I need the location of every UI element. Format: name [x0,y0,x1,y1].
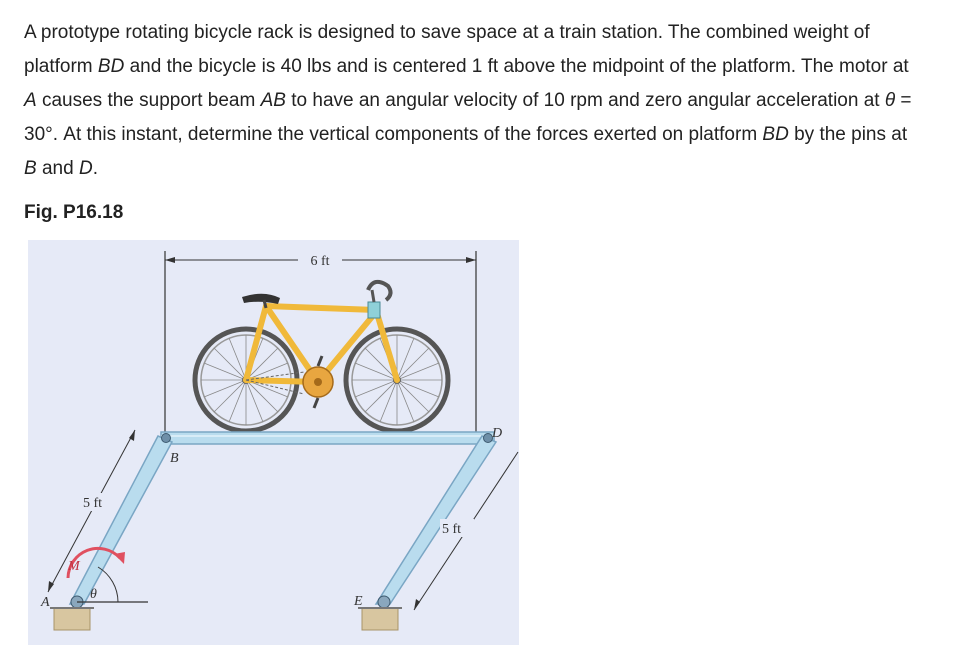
beam-ab [70,436,172,604]
platform-bd [161,432,494,444]
head-tube [368,302,380,318]
dim-right-label: 5 ft [442,522,462,537]
dim-left-label: 5 ft [83,496,103,511]
label-m: M [68,559,80,574]
saddle [242,294,280,304]
dim-top-label: 6 ft [310,254,330,269]
problem-statement: A prototype rotating bicycle rack is designed to save space at a train station. The combined weight of platform BD and the bicycle is 40 lbs and is centered 1 ft above the midpoint of the platform. The motor at A causes the support beam AB to have an angular velocity of 10 rpm and zero angular acceleration at θ = 30°. At this instant, determine the vertical components of the forces exerted on platform BD by the pins at B and D. [24,22,912,179]
pin-e [378,596,390,608]
label-a: A [41,595,50,610]
figure-drawing [28,240,519,645]
figure-caption: Fig. P16.18 [24,202,124,223]
pin-b [162,434,171,443]
beam-ed [376,436,496,604]
ground-support-e [358,608,402,630]
label-b: B [170,451,179,466]
label-e: E [354,594,363,609]
ground-support-a [50,608,94,630]
bicycle [195,282,448,431]
label-theta: θ [90,587,97,602]
label-d: D [492,426,503,441]
bicycle-rack-figure [28,240,519,645]
